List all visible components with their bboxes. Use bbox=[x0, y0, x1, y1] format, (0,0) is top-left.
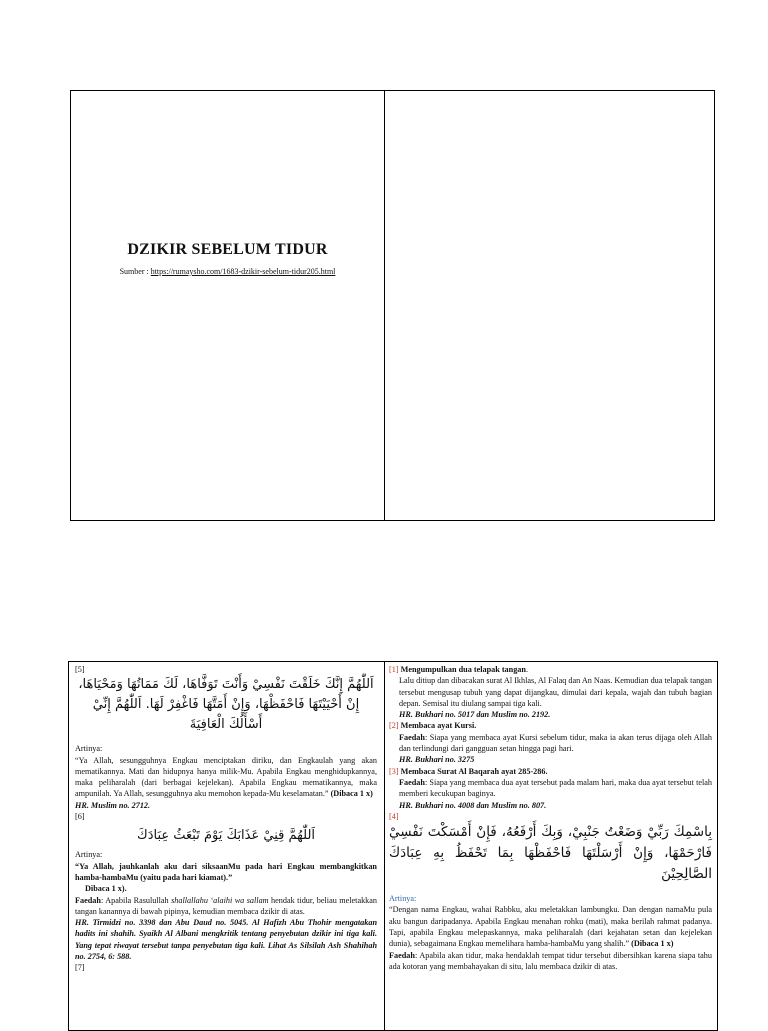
faedah-text: : Apabila Rasulullah bbox=[100, 895, 169, 905]
faedah-label: Faedah bbox=[399, 732, 425, 742]
arabic-text: اَللّٰهُمَّ قِنِيْ عَذَابَكَ يَوْمَ تَبْعَثُ عِبَادَكَ bbox=[136, 828, 316, 844]
faedah-paragraph bbox=[389, 950, 712, 973]
cover-source bbox=[71, 267, 384, 276]
arabic-text: بِاسْمِكَ رَبِّيْ وَضَعْتُ جَنْبِيْ، وَبِكَ أَرْفَعُهُ، فَإِنْ أَمْسَكْتَ نَفْسِيْ فَارْحَمْهَا، وَإِنْ أَرْسَلْتَهَا فَاحْفَظْهَا بِمَا تَحْفَظُ بِهِ عِبَادَكَ الصَّالِحِيْنَ bbox=[389, 824, 712, 883]
artinya-label: Artinya: bbox=[75, 744, 103, 754]
hadith-ref: HR. Bukhari no. 4008 dan Muslim no. 807. bbox=[399, 800, 547, 810]
hadith-ref: HR. Muslim no. 2712. bbox=[75, 800, 151, 810]
item-number: [3] bbox=[389, 766, 399, 776]
cover-title: DZIKIR SEBELUM TIDUR bbox=[127, 241, 328, 258]
faedah-text: : Siapa yang membaca ayat Kursi sebelum tidur, maka ia akan terus dijaga oleh Allah dan terlindungi dari gangguan setan hingga pagi hari. bbox=[399, 732, 712, 754]
item-number: [6] bbox=[75, 812, 85, 822]
item-2 bbox=[389, 720, 712, 731]
faedah-label: Faedah bbox=[75, 895, 101, 905]
faedah-paragraph bbox=[389, 777, 712, 800]
item-number: [4] bbox=[389, 811, 399, 821]
hadith-ref: HR. Bukhari no. 5017 dan Muslim no. 2192. bbox=[399, 710, 551, 720]
content-sheet bbox=[68, 661, 718, 1031]
item-number: [5] bbox=[75, 665, 85, 674]
faedah-paragraph bbox=[75, 895, 377, 918]
faedah-text-continued: hendak tidur, beliau meletakkan tangan kanannya di bawah pipinya, kemudian membaca dzikir di atas. bbox=[75, 895, 377, 916]
faedah-text: : Siapa yang membaca dua ayat tersebut pada malam hari, maka dua ayat tersebut telah memberi kecukupan baginya. bbox=[399, 777, 712, 799]
right-column bbox=[389, 664, 712, 972]
hadith-ref: HR. Bukhari no. 3275 bbox=[399, 755, 475, 765]
read-count: (Dibaca 1 x) bbox=[631, 939, 674, 949]
artinya-label: Artinya: bbox=[389, 894, 417, 904]
item-text: Lalu ditiup dan dibacakan surat Al Ikhlas, Al Falaq dan An Naas. Kemudian dua telapak tangan tersebut mengusap tubuh yang dapat dijangkau, dimulai dari kepala, wajah dan tubuh bagian depan. Semisal itu diulang sampai tiga kali. bbox=[399, 676, 712, 708]
shalawat-text: shallallahu ‘alaihi bbox=[171, 895, 233, 905]
translation: “Dengan nama Engkau, wahai Rabbku, aku meletakkan lambungku. Dan dengan namaMu pula aku bangun daripadanya. Apabila Engkau menahan rohku (mati), maka berilah rahmat padanya. Tapi, apabila Engkau melepaskannya, maka peliharalah (dari kejahatan setan dan kejelekan dunia), sebagaimana Engkau memelihara hamba-hambaMu yang shalih.” bbox=[389, 905, 712, 949]
item-number: [1] bbox=[389, 665, 399, 674]
translation: “Ya Allah, sesungguhnya Engkau menciptakan diriku, dan Engkaulah yang akan mematikannya. Mati dan hidupnya hanya milik-Mu. Apabila Engkau menghidupkannya, maka peliharalah (dari berbagai kejelekan). Apabila Engkau mematikannya, maka ampunilah. Ya Allah, sesungguhnya aku memohon kepada-Mu keselamatan.” bbox=[75, 755, 377, 799]
source-label: Sumber : bbox=[119, 267, 149, 276]
shalawat-text-continued: wa sallam bbox=[234, 895, 269, 905]
item-1: [1] Mengumpulkan dua telapak tangan. bbox=[389, 665, 528, 674]
faedah-label: Faedah bbox=[399, 777, 425, 787]
source-link[interactable]: https://rumaysho.com/1683-dzikir-sebelum-tidur205.html bbox=[150, 267, 336, 276]
cover-card bbox=[70, 90, 715, 521]
item-heading: Mengumpulkan dua telapak tangan bbox=[400, 665, 526, 674]
item-3 bbox=[389, 766, 712, 777]
item-heading: Membaca ayat Kursi. bbox=[400, 721, 477, 731]
artinya-label: Artinya: bbox=[75, 850, 103, 860]
hadith-ref: HR. Tirmidzi no. 3398 dan Abu Daud no. 5045. Al Hafizh Abu Thohir mengatakan hadits ini shahih. Syaikh Al Albani mengkritik tentang penyebutan dzikir ini tiga kali. Yang tepat riwayat tersebut tanpa penyebutan tiga kali. Lihat As Silsilah Ash Shahihah no. 2754, 6: 588. bbox=[75, 918, 377, 962]
translation-text bbox=[75, 755, 377, 800]
faedah-text: : Apabila akan tidur, maka hendaklah tempat tidur tersebut dibersihkan karena siapa tahu ada kotoran yang membahayakan di situ, lalu membaca dzikir di atas. bbox=[389, 950, 712, 971]
translation-text bbox=[389, 904, 712, 949]
read-count: Dibaca 1 x). bbox=[85, 884, 127, 894]
read-count: (Dibaca 1 x) bbox=[330, 789, 373, 799]
arabic-text: اَللّٰهُمَّ إِنَّكَ خَلَقْتَ نَفْسِيْ وَأَنْتَ تَوَفَّاهَا، لَكَ مَمَاتُهَا وَمَحْيَاهَا، إِنْ أَحْيَيْتَهَا فَاحْفَظْهَا، وَإِنْ أَمَتَّهَا فَاغْفِرْ لَهَا. اَللّٰهُمَّ إِنِّيْ أَسْأَلُكَ الْعَافِيَةَ bbox=[78, 677, 374, 733]
faedah-label: Faedah bbox=[389, 950, 415, 960]
faedah-paragraph bbox=[389, 732, 712, 755]
item-heading: Membaca Surat Al Baqarah ayat 285-286. bbox=[400, 766, 548, 776]
sheet-divider bbox=[384, 662, 385, 1030]
left-column bbox=[75, 664, 377, 974]
item-number: [7] bbox=[75, 963, 85, 973]
item-number: [2] bbox=[389, 721, 399, 731]
translation: “Ya Allah, jauhkanlah aku dari siksaanMu pada hari Engkau membangkitkan hamba-hambaMu (yaitu pada hari kiamat).” bbox=[75, 861, 377, 882]
card-divider bbox=[384, 91, 385, 520]
